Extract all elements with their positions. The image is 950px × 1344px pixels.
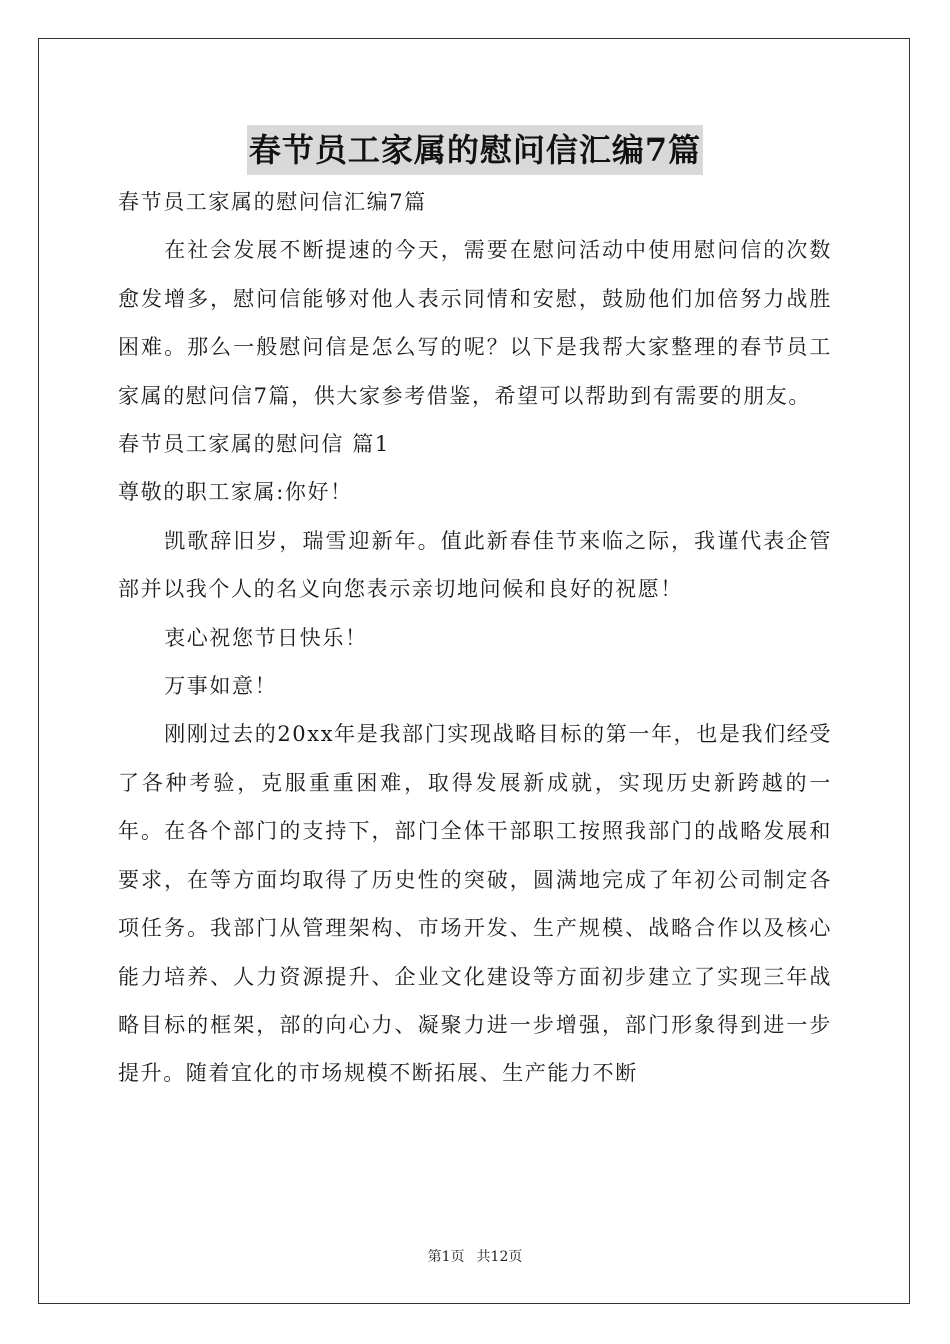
salutation: 尊敬的职工家属:你好！ [118, 480, 353, 505]
paragraph: 衷心祝您节日快乐！ [164, 625, 368, 650]
paragraph: 凯歌辞旧岁，瑞雪迎新年。值此新春佳节来临之际，我谨代表企管部并以我个人的名义向您表示亲切地问候和良好的祝愿！ [118, 528, 832, 602]
document-body [118, 178, 832, 1098]
paragraph: 刚刚过去的20xx年是我部门实现战略目标的第一年，也是我们经受了各种考验，克服重重困难，取得发展新成就，实现历史新跨越的一年。在各个部门的支持下，部门全体干部职工按照我部门的战略发展和要求，在等方面均取得了历史性的突破，圆满地完成了年初公司制定各项任务。我部门从管理架构、市场开发、生产规模、战略合作以及核心能力培养、人力资源提升、企业文化建设等方面初步建立了实现三年战略目标的框架，部的向心力、凝聚力进一步增强，部门形象得到进一步提升。随着宜化的市场规模不断拓展、生产能力不断 [118, 722, 832, 1086]
page-footer [0, 1246, 950, 1266]
title-area [0, 125, 950, 175]
paragraph: 在社会发展不断提速的今天，需要在慰问活动中使用慰问信的次数愈发增多，慰问信能够对他人表示同情和安慰，鼓励他们加倍努力战胜困难。那么一般慰问信是怎么写的呢？以下是我帮大家整理的春节员工家属的慰问信7篇，供大家参考借鉴，希望可以帮助到有需要的朋友。 [118, 238, 832, 408]
page-number: 第1页 [427, 1249, 465, 1265]
paragraph: 春节员工家属的慰问信汇编7篇 [118, 190, 427, 214]
page-total: 共12页 [476, 1249, 523, 1265]
section-heading: 春节员工家属的慰问信 篇1 [118, 432, 390, 457]
document-title: 春节员工家属的慰问信汇编7篇 [247, 125, 703, 175]
paragraph: 万事如意！ [164, 674, 278, 699]
